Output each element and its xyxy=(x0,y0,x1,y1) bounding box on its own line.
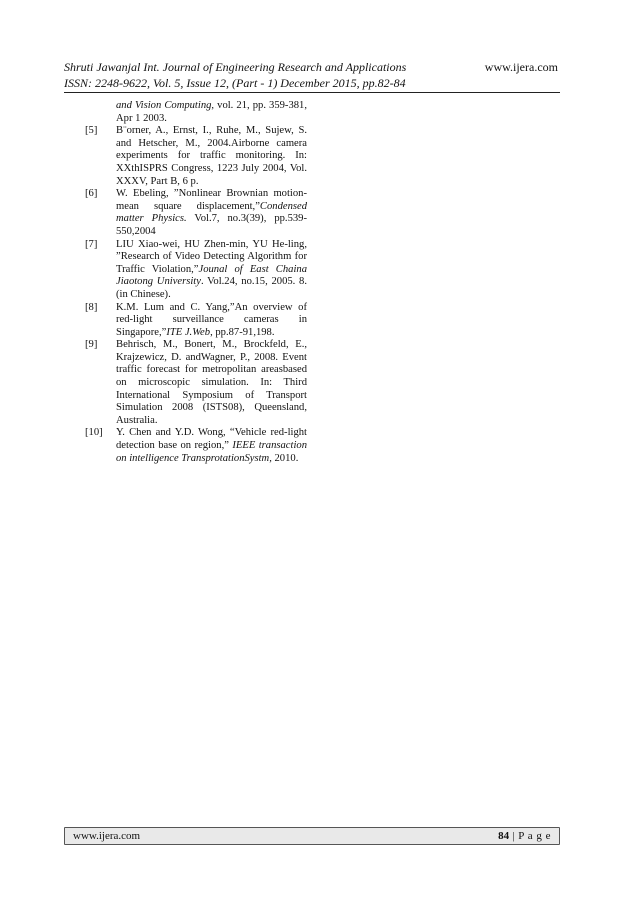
reference-segment: , pp.87-91,198. xyxy=(210,326,275,338)
references-list xyxy=(85,100,307,465)
header-top-line xyxy=(64,60,558,75)
reference-number: [5] xyxy=(85,125,98,137)
reference-number: [8] xyxy=(85,301,98,313)
reference-number: [7] xyxy=(85,238,98,250)
reference-item xyxy=(85,100,307,125)
reference-number: [6] xyxy=(85,188,98,200)
header-website-link[interactable]: www.ijera.com xyxy=(484,60,558,74)
page-label: | P a g e xyxy=(509,830,551,842)
reference-segment: LIU Xiao-wei, HU Zhen-min, YU He-ling, ”Research of Video Detecting Algorithm for Traffic Violation,” xyxy=(116,238,307,275)
reference-item xyxy=(85,339,307,427)
reference-segment: W. Ebeling, ”Nonlinear Brownian motion-mean square displacement,” xyxy=(116,188,307,212)
reference-text xyxy=(116,125,307,188)
reference-segment: 2010. xyxy=(271,452,299,464)
reference-number: [9] xyxy=(85,339,98,351)
header-divider xyxy=(64,92,560,93)
reference-item xyxy=(85,188,307,238)
reference-text xyxy=(116,100,307,125)
reference-text xyxy=(116,239,307,302)
reference-text xyxy=(116,427,307,465)
reference-segment: , vol. 21, pp. 359-381, Apr 1 2003. xyxy=(116,100,307,124)
reference-italic-segment: IEEE transaction on intelligence TransprotationSystm, xyxy=(116,440,307,464)
reference-item xyxy=(85,302,307,340)
page-number-value: 84 xyxy=(498,830,510,842)
reference-segment: . Vol.24, no.15, 2005. 8.(in Chinese). xyxy=(116,276,307,300)
page-header xyxy=(64,60,558,91)
reference-italic-segment: Condensed matter Physics. xyxy=(116,200,307,225)
reference-segment: Vol.7, no.3(39), pp.539-550,2004 xyxy=(116,213,307,237)
reference-item xyxy=(85,125,307,188)
page-number xyxy=(498,829,551,843)
reference-segment: K.M. Lum and C. Yang,”An overview of red-light surveillance cameras in Singapore,” xyxy=(116,301,307,338)
reference-segment: Behrisch, M., Bonert, M., Brockfeld, E., Krajzewicz, D. andWagner, P., 2008. Event traffic forecast for metropolitan areasbased on microscopic simulation. In: Third International Symposium of Transport Simulation 2008 (ISTS08), Queensland, Australia. xyxy=(116,339,307,426)
reference-italic-segment: Jounal of East Chaina Jiaotong University xyxy=(116,263,307,288)
reference-item xyxy=(85,239,307,302)
reference-text xyxy=(116,188,307,238)
footer-website-link[interactable]: www.ijera.com xyxy=(73,830,141,842)
page-footer xyxy=(64,827,560,845)
journal-title: Shruti Jawanjal Int. Journal of Engineering Research and Applications xyxy=(64,60,407,74)
reference-text xyxy=(116,302,307,340)
reference-number: [10] xyxy=(85,427,103,439)
reference-italic-segment: and Vision Computing xyxy=(116,100,212,111)
reference-italic-segment: ITE J.Web xyxy=(166,326,211,338)
issn-line: ISSN: 2248-9622, Vol. 5, Issue 12, (Part - 1) December 2015, pp.82-84 xyxy=(64,76,406,90)
reference-segment: B¨orner, A., Ernst, I., Ruhe, M., Sujew, S. and Hetscher, M., 2004.Airborne camera experiments for traffic monitoring. In: XXthISPRS Congress, 1223 July 2004, Vol. XXXV, Part B, 6 p. xyxy=(116,125,307,187)
reference-segment: Y. Chen and Y.D. Wong, “Vehicle red-light detection base on region,” xyxy=(116,427,307,452)
reference-text xyxy=(116,339,307,427)
reference-item xyxy=(85,427,307,465)
